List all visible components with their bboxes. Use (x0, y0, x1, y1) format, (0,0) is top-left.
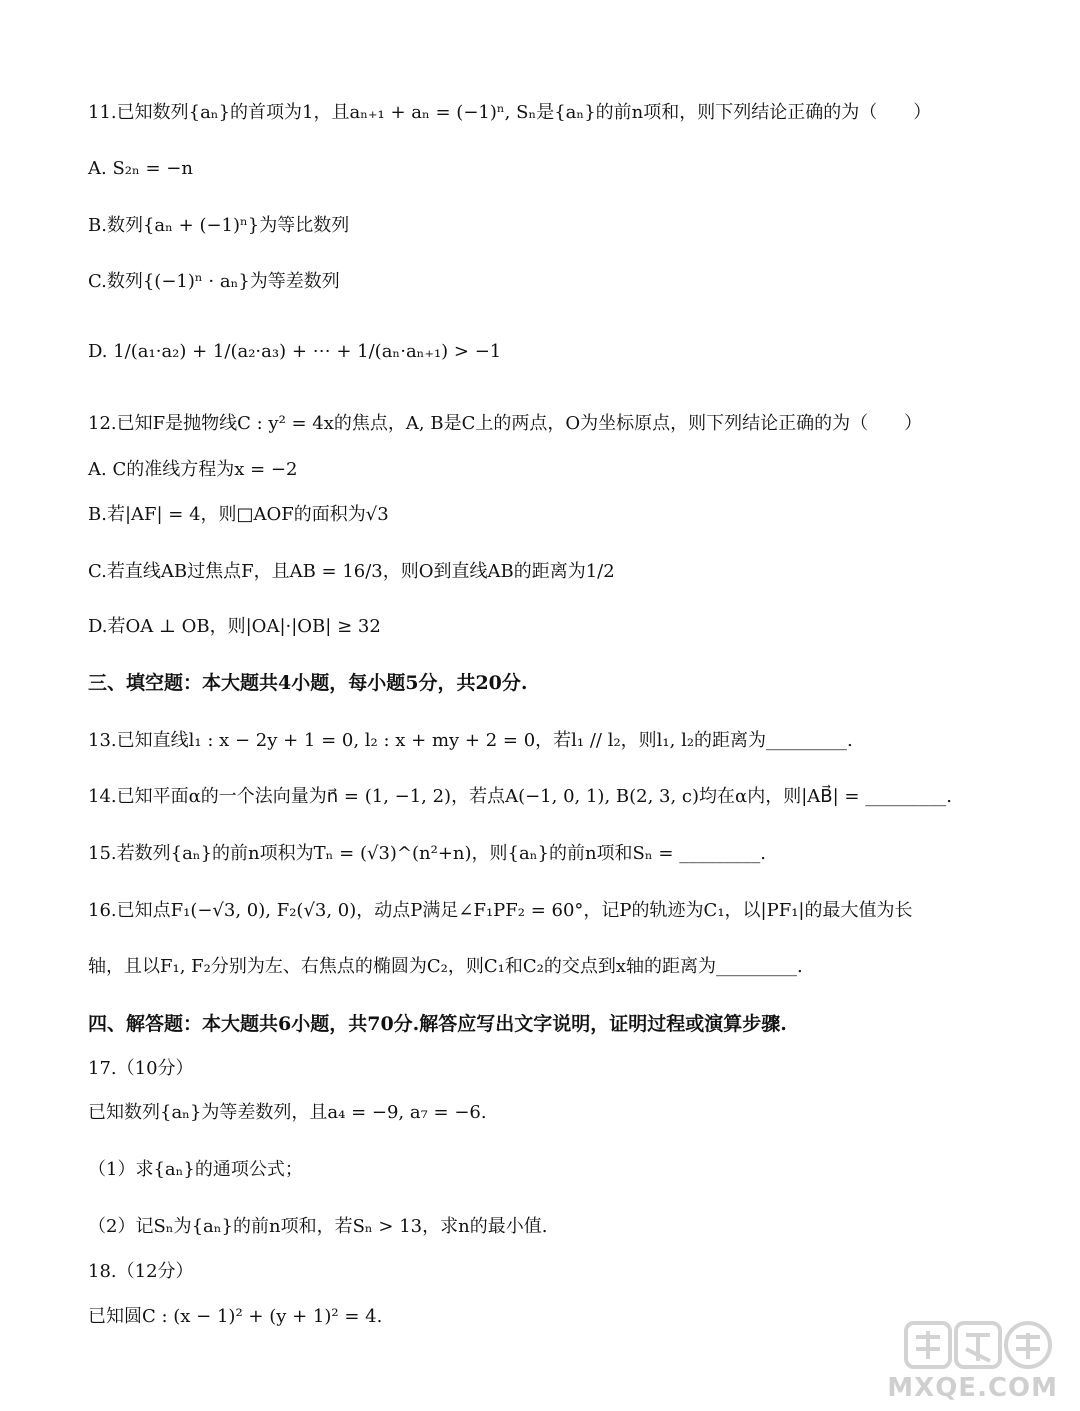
question-11-option-a: A. S₂ₙ = −n (88, 158, 193, 179)
question-16-line-2: 轴，且以F₁, F₂分别为左、右焦点的椭圆为C₂，则C₁和C₂的交点到x轴的距离为_________. (88, 956, 803, 977)
question-12-stem: 12.已知F是抛物线C : y² = 4x的焦点，A, B是C上的两点，O为坐标原点，则下列结论正确的为（ ） (88, 413, 923, 434)
section-4-heading: 四、解答题：本大题共6小题，共70分.解答应写出文字说明，证明过程或演算步骤. (88, 1013, 787, 1035)
question-12-option-c: C.若直线AB过焦点F，且AB = 16/3，则O到直线AB的距离为1/2 (88, 561, 615, 582)
section-3-heading: 三、填空题：本大题共4小题，每小题5分，共20分. (88, 672, 528, 694)
question-12-option-a: A. C的准线方程为x = −2 (88, 459, 298, 480)
question-18-header: 18.（12分） (88, 1261, 194, 1282)
question-18-stem: 已知圆C : (x − 1)² + (y + 1)² = 4. (88, 1306, 383, 1327)
question-17-stem: 已知数列{aₙ}为等差数列，且a₄ = −9, a₇ = −6. (88, 1102, 487, 1123)
question-17-header: 17.（10分） (88, 1058, 194, 1079)
question-11-stem: 11.已知数列{aₙ}的首项为1，且aₙ₊₁ + aₙ = (−1)ⁿ, Sₙ是{aₙ}的前n项和，则下列结论正确的为（ ） (88, 102, 932, 123)
question-11-option-c: C.数列{(−1)ⁿ · aₙ}为等差数列 (88, 271, 340, 292)
question-14: 14.已知平面α的一个法向量为n⃗ = (1, −1, 2)，若点A(−1, 0, 1), B(2, 3, c)均在α内，则|AB⃗| = _________. (88, 786, 952, 807)
question-12-option-b: B.若|AF| = 4，则□AOF的面积为√3 (88, 504, 389, 525)
watermark-domain: MXQE.COM (887, 1373, 1058, 1403)
question-13: 13.已知直线l₁ : x − 2y + 1 = 0, l₂ : x + my + 2 = 0，若l₁ // l₂，则l₁, l₂的距离为_________. (88, 730, 853, 751)
question-16-line-1: 16.已知点F₁(−√3, 0), F₂(√3, 0)，动点P满足∠F₁PF₂ = 60°，记P的轨迹为C₁，以|PF₁|的最大值为长 (88, 900, 913, 921)
question-11-option-d: D. 1/(a₁·a₂) + 1/(a₂·a₃) + ⋯ + 1/(aₙ·aₙ₊₁) > −1 (88, 341, 502, 362)
question-11-option-b: B.数列{aₙ + (−1)ⁿ}为等比数列 (88, 215, 350, 236)
question-15: 15.若数列{aₙ}的前n项积为Tₙ = (√3)^(n²+n)，则{aₙ}的前n项和Sₙ = _________. (88, 843, 766, 864)
question-17-part-2: （2）记Sₙ为{aₙ}的前n项和，若Sₙ > 13，求n的最小值. (88, 1216, 548, 1237)
watermark-seal-icon (904, 1319, 1054, 1371)
watermark-logo (887, 1319, 1058, 1403)
question-17-part-1: （1）求{aₙ}的通项公式； (88, 1159, 303, 1180)
question-12-option-d: D.若OA ⊥ OB，则|OA|·|OB| ≥ 32 (88, 616, 381, 637)
